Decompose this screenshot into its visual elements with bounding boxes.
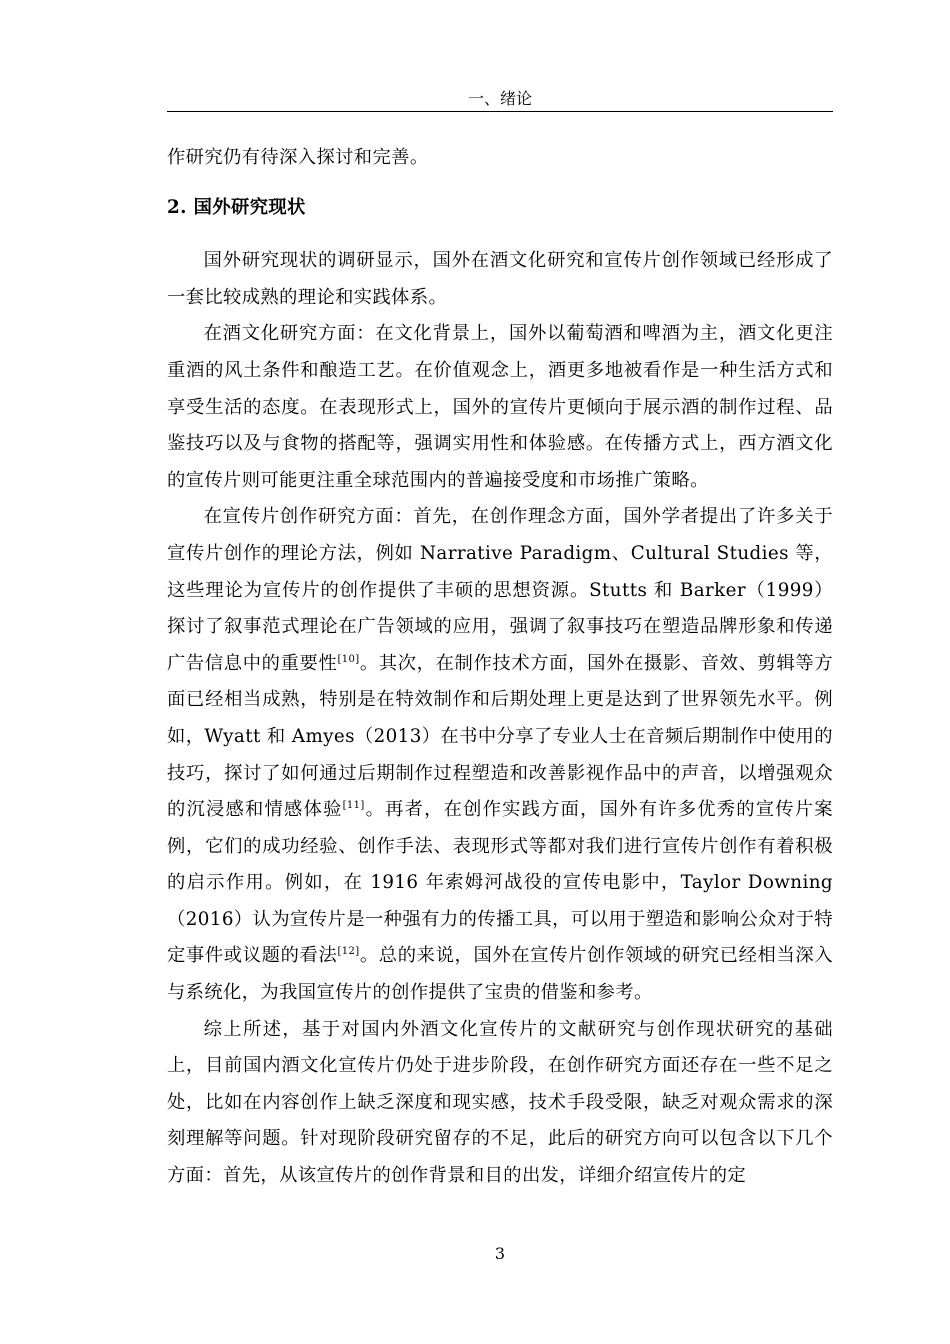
promo-text-part-4: 。总的来说，国外在宣传片创作领域的研究已经相当深入与系统化，为我国宣传片的创作提供了宝贵的借鉴和参考。 [167,945,833,1004]
promo-text-part-3: 。再者，在创作实践方面，国外有许多优秀的宣传片案例，它们的成功经验、创作手法、表现形式等都对我们进行宣传片创作有着积极的启示作用。例如，在 1916 年索姆河战役的宣传电影中，Taylor Downing（2016）认为宣传片是一种强有力的传播工具，可以用于塑造和影响公众对于特定事件或议题的看法 [167,799,833,967]
header-rule [167,111,833,112]
section-heading: 2. 国外研究现状 [167,196,306,218]
promo-text-part-2: 。其次，在制作技术方面，国外在摄影、音效、剪辑等方面已经相当成熟，特别是在特效制作和后期处理上更是达到了世界领先水平。例如，Wyatt 和 Amyes（2013）在书中分享了专业人士在音频后期制作中使用的技巧，探讨了如何通过后期制作过程塑造和改善影视作品中的声音，以增强观众的沉浸感和情感体验 [167,652,833,821]
running-header: 一、绪论 [467,89,532,108]
paragraph-summary: 综上所述，基于对国内外酒文化宣传片的文献研究与创作现状研究的基础上，目前国内酒文化宣传片仍处于进步阶段，在创作研究方面还存在一些不足之处，比如在内容创作上缺乏深度和现实感，技术手段受限，缺乏对观众需求的深刻理解等问题。针对现阶段研究留存的不足，此后的研究方向可以包含以下几个方面：首先，从该宣传片的创作背景和目的出发，详细介绍宣传片的定 [167,1018,833,1187]
citation-12: [12] [337,946,360,958]
body-text [167,140,833,1195]
paragraph-wine-culture: 在酒文化研究方面：在文化背景上，国外以葡萄酒和啤酒为主，酒文化更注重酒的风土条件和酿造工艺。在价值观念上，酒更多地被看作是一种生活方式和享受生活的态度。在表现形式上，国外的宣传片更倾向于展示酒的制作过程、品鉴技巧以及与食物的搭配等，强调实用性和体验感。在传播方式上，西方酒文化的宣传片则可能更注重全球范围内的普遍接受度和市场推广策略。 [167,323,833,491]
paragraph-promo-research [167,499,833,1011]
citation-11: [11] [342,800,365,812]
continuation-paragraph: 作研究仍有待深入探讨和完善。 [167,147,429,168]
paragraph-overview: 国外研究现状的调研显示，国外在酒文化研究和宣传片创作领域已经形成了一套比较成熟的理论和实践体系。 [167,250,833,308]
citation-10: [10] [337,653,360,665]
page-number: 3 [494,1244,506,1263]
promo-text-part-1: 在宣传片创作研究方面：首先，在创作理念方面，国外学者提出了许多关于宣传片创作的理论方法，例如 Narrative Paradigm、Cultural Studies 等，这些理论为宣传片的创作提供了丰硕的思想资源。Stutts 和 Barker（1999）探讨了叙事范式理论在广告领域的应用，强调了叙事技巧在塑造品牌形象和传递广告信息中的重要性 [167,506,833,674]
